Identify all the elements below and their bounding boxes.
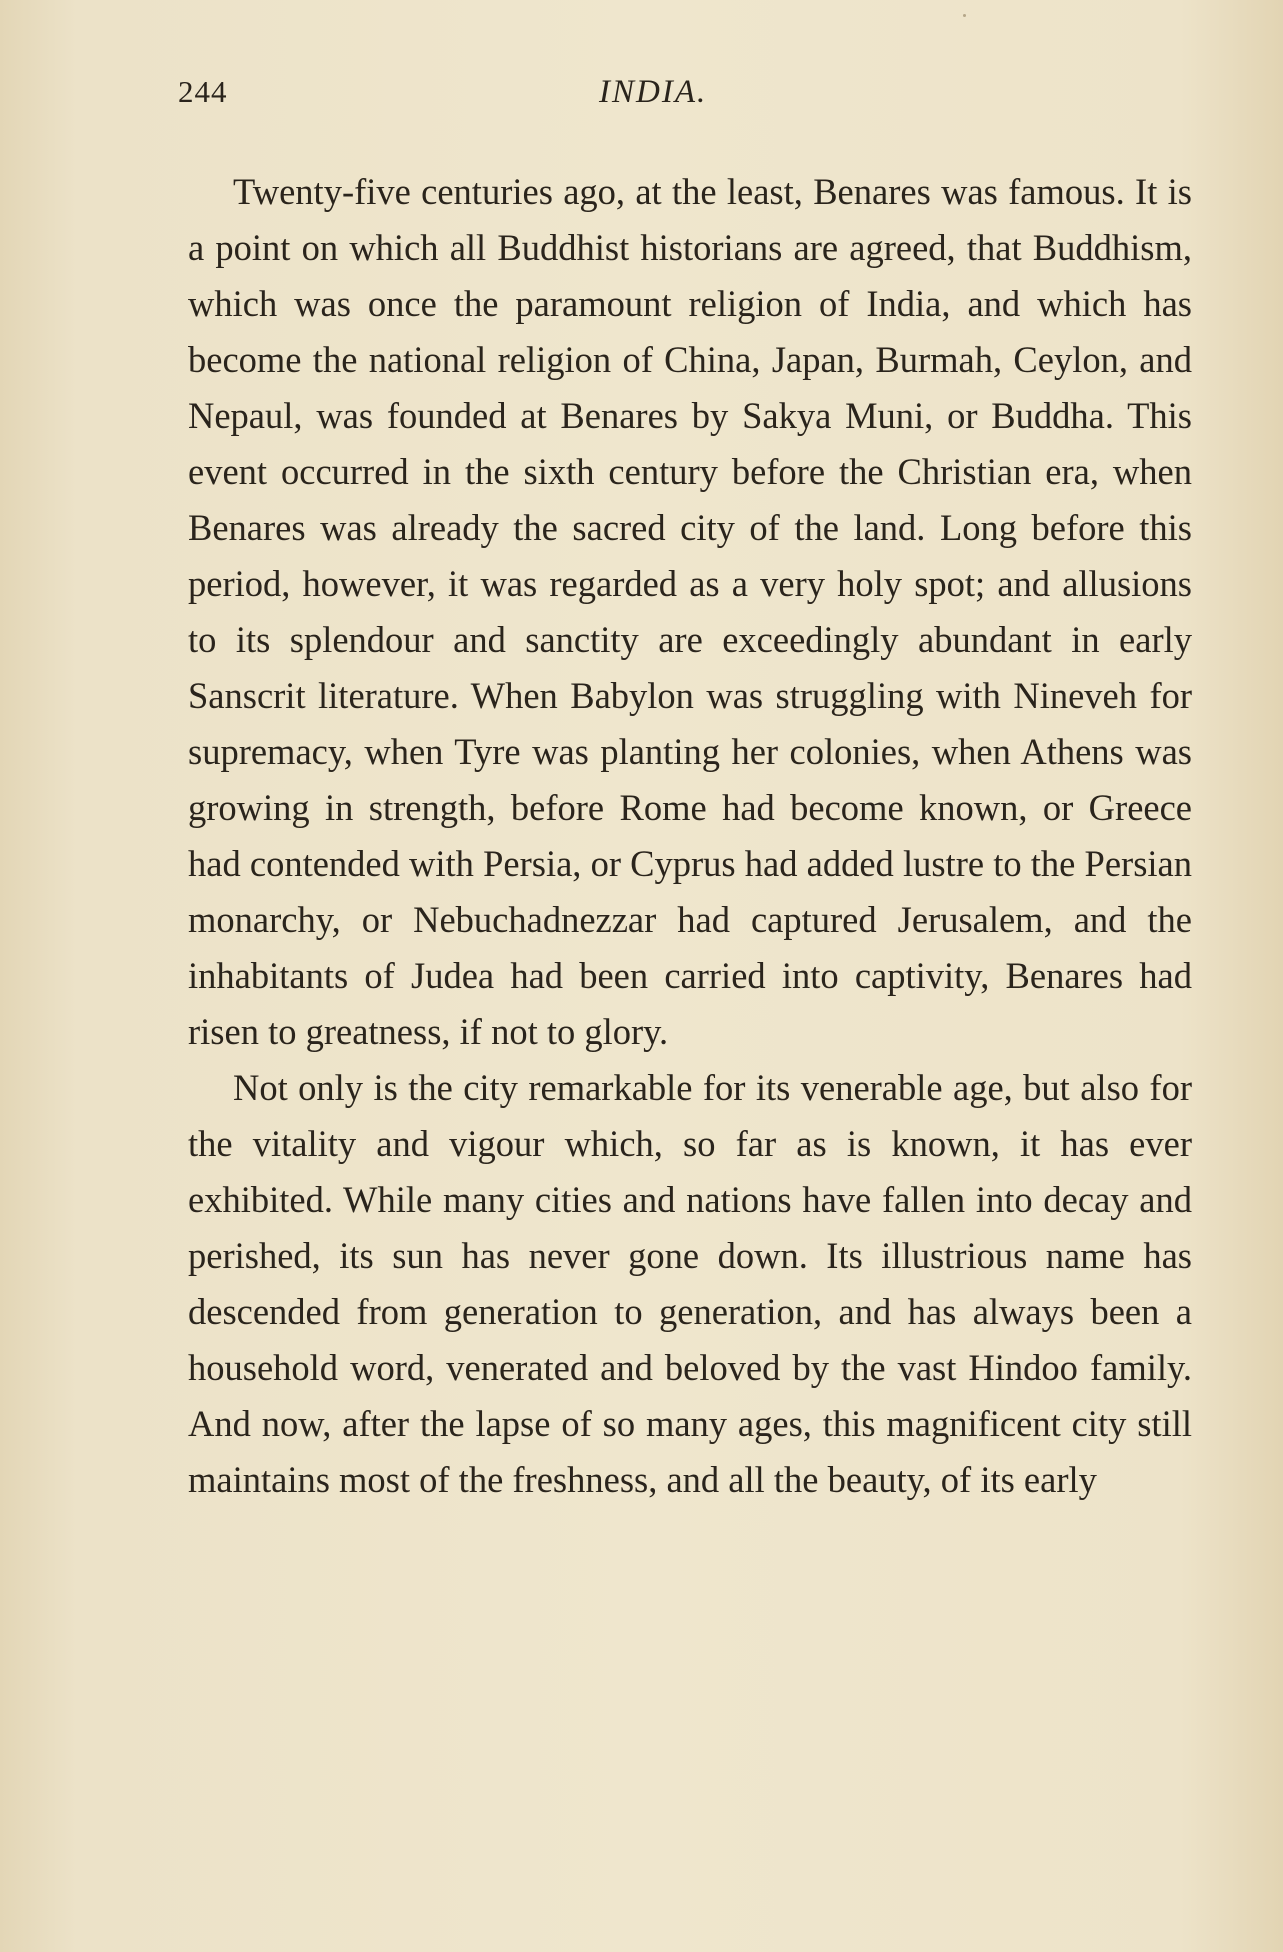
page-number: 244 (178, 74, 228, 109)
paragraph-2: Not only is the city remarkable for its venerable age, but also for the vitality and vigour which, so far as is known, it has ever exhibited. While many cities and nations have fallen into decay and perished, its sun has never gone down. Its illustrious name has descended from generation to generation, and has always been a household word, venerated and beloved by the vast Hindoo family. And now, after the lapse of so many ages, this magnificent city still maintains most of the freshness, and all the beauty, of its early (188, 1067, 1192, 1500)
paragraph-1: Twenty-five centuries ago, at the least, Benares was famous. It is a point on which all Buddhist historians are agreed, that Buddhism, which was once the paramount religion of India, and which has become the national religion of China, Japan, Burmah, Ceylon, and Nepaul, was founded at Benares by Sakya Muni, or Buddha. This event occurred in the sixth century before the Christian era, when Benares was already the sacred city of the land. Long before this period, however, it was regarded as a very holy spot; and allusions to its splendour and sanctity are exceedingly abundant in early Sanscrit literature. When Babylon was struggling with Nineveh for supremacy, when Tyre was planting her colonies, when Athens was growing in strength, before Rome had become known, or Greece had contended with Persia, or Cyprus had added lustre to the Persian monarchy, or Nebuchadnezzar had captured Jerusalem, and the inhabitants of Judea had been carried into captivity, Benares had risen to greatness, if not to glory. (188, 171, 1192, 1052)
body-text (188, 164, 1192, 1508)
running-head-title: INDIA. (599, 74, 708, 110)
paper-speck (963, 14, 966, 17)
